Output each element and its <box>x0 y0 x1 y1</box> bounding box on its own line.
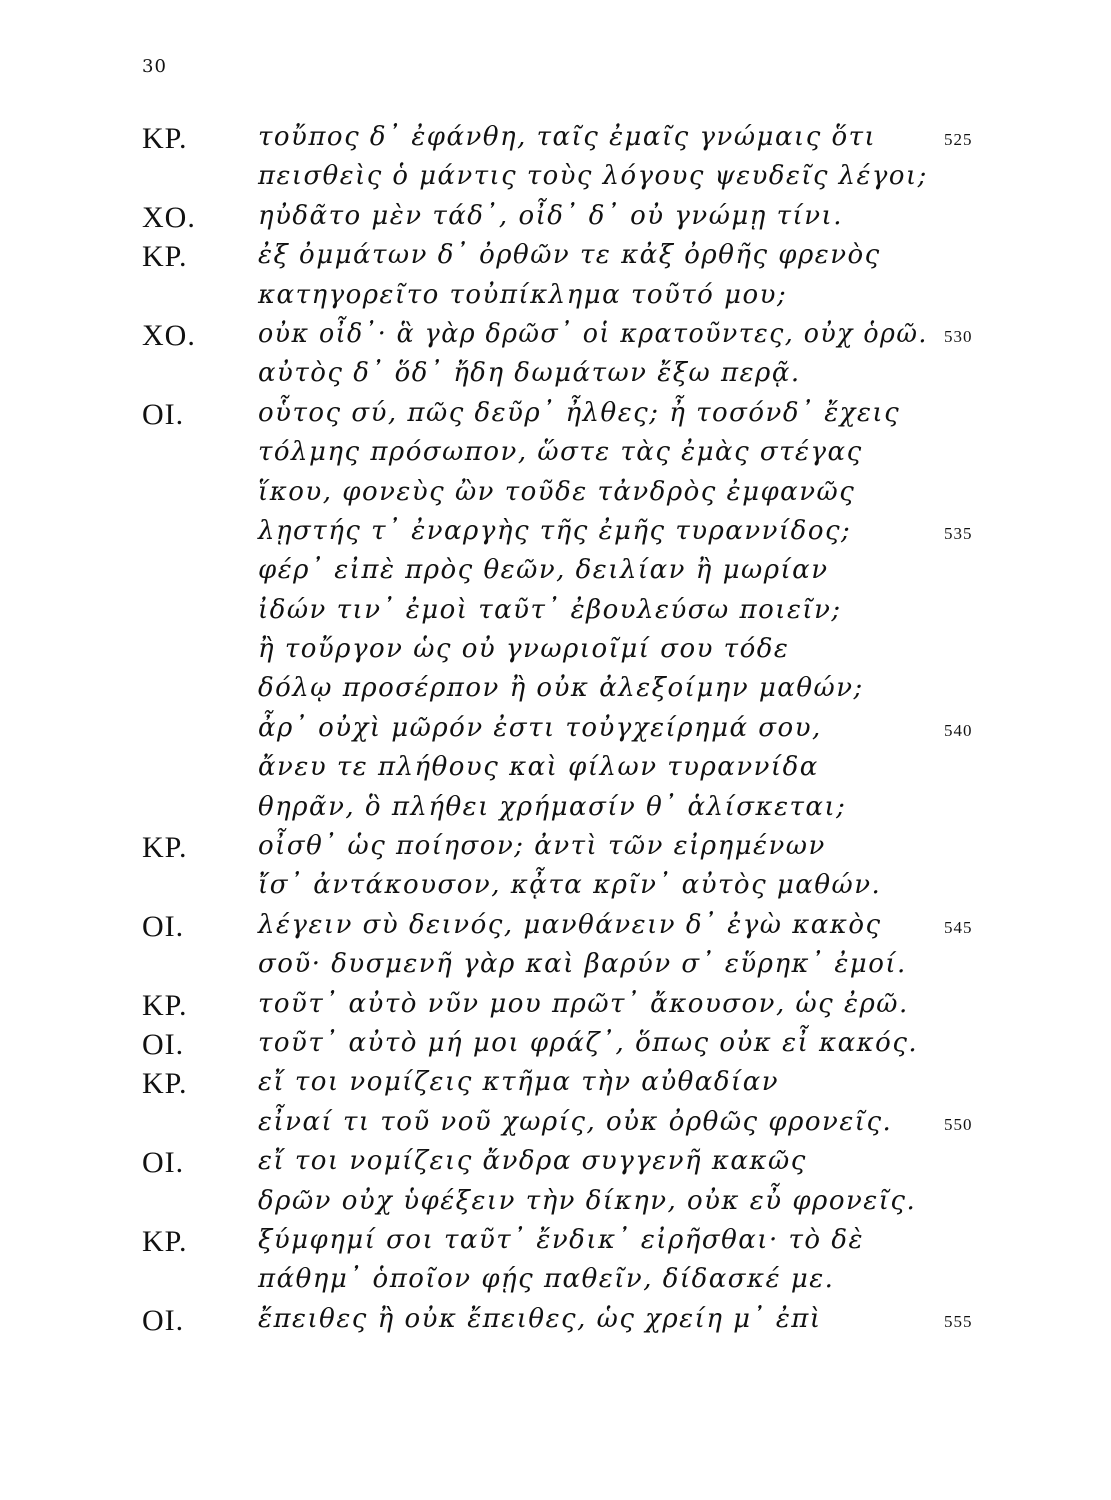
line-number: 550 <box>944 1114 973 1134</box>
verse-line-text: τοῦτ᾽ αὐτὸ μή μοι φράζ᾽, ὅπως οὐκ εἶ κακός. <box>258 1027 919 1058</box>
verse-line <box>0 790 1111 829</box>
line-number: 545 <box>944 917 973 937</box>
verse-line <box>0 356 1111 395</box>
verse-line-text: ἰδών τιν᾽ ἐμοὶ ταῦτ᾽ ἐβουλεύσω ποιεῖν; <box>258 594 842 625</box>
verse-line-text: ἵκου, φονεὺς ὢν τοῦδε τἀνδρὸς ἐμφανῶς <box>258 476 856 507</box>
speaker-label: ΟΙ. <box>142 909 185 943</box>
verse-line <box>0 750 1111 789</box>
verse-line <box>0 711 1111 750</box>
verse-line-text: τόλμης πρόσωπον, ὥστε τὰς ἐμὰς στέγας <box>258 437 863 468</box>
verse-line-text: λῃστής τ᾽ ἐναργὴς τῆς ἐμῆς τυραννίδος; <box>258 515 852 546</box>
verse-line-text: πεισθεὶς ὁ μάντις τοὺς λόγους ψευδεῖς λέγοι; <box>258 161 928 192</box>
speaker-label: ΟΙ. <box>142 1303 185 1337</box>
verse-line-text: τοῦτ᾽ αὐτὸ νῦν μου πρῶτ᾽ ἄκουσον, ὡς ἐρῶ. <box>258 988 909 1019</box>
verse-line-text: ξύμφημί σοι ταῦτ᾽ ἔνδικ᾽ εἰρῆσθαι· τὸ δὲ <box>258 1224 864 1255</box>
verse-line-text: ἴσ᾽ ἀντάκουσον, κᾆτα κρῖν᾽ αὐτὸς μαθών. <box>258 870 882 901</box>
speaker-label: ΚΡ. <box>142 1224 188 1258</box>
verse-line <box>0 987 1111 1026</box>
verse-line-text: ἆρ᾽ οὐχὶ μῶρόν ἐστι τοὐγχείρημά σου, <box>258 712 822 743</box>
verse-line-text: ἔπειθες ἢ οὐκ ἔπειθες, ὡς χρείη μ᾽ ἐπὶ <box>258 1303 822 1334</box>
speaker-label: ΟΙ. <box>142 1146 185 1180</box>
verse-line <box>0 278 1111 317</box>
verse-text <box>0 120 1111 1341</box>
verse-line <box>0 671 1111 710</box>
page-number: 30 <box>142 56 167 77</box>
verse-line <box>0 514 1111 553</box>
line-number: 535 <box>944 523 973 543</box>
verse-line <box>0 1184 1111 1223</box>
verse-line-text: οὗτος σύ, πῶς δεῦρ᾽ ἦλθες; ἦ τοσόνδ᾽ ἔχεις <box>258 397 901 428</box>
verse-line-text: εἴ τοι νομίζεις ἄνδρα συγγενῆ κακῶς <box>258 1146 807 1177</box>
verse-line-text: θηρᾶν, ὃ πλήθει χρήμασίν θ᾽ ἁλίσκεται; <box>258 791 847 822</box>
verse-line-text: τοὔπος δ᾽ ἐφάνθη, ταῖς ἐμαῖς γνώμαις ὅτι <box>258 122 877 152</box>
speaker-label: ΚΡ. <box>142 122 188 155</box>
line-number: 525 <box>944 130 973 149</box>
line-number: 530 <box>944 326 973 346</box>
verse-line-text: φέρ᾽ εἰπὲ πρὸς θεῶν, δειλίαν ἢ μωρίαν <box>258 555 829 586</box>
speaker-label: ΧΟ. <box>142 318 196 352</box>
verse-line-text: λέγειν σὺ δεινός, μανθάνειν δ᾽ ἐγὼ κακὸς <box>258 909 882 940</box>
verse-line <box>0 1262 1111 1301</box>
speaker-label: ΧΟ. <box>142 200 196 234</box>
verse-line-text: ἢ τοὔργον ὡς οὐ γνωριοῖμί σου τόδε <box>258 634 790 665</box>
speaker-label: ΚΡ. <box>142 988 188 1022</box>
verse-line-text: δόλῳ προσέρπον ἢ οὐκ ἀλεξοίμην μαθών; <box>258 673 864 704</box>
line-number: 540 <box>944 720 973 740</box>
verse-line-text: ἐξ ὀμμάτων δ᾽ ὀρθῶν τε κἀξ ὀρθῆς φρενὸς <box>258 240 881 271</box>
speaker-label: ΚΡ. <box>142 831 188 865</box>
verse-line-text: ἄνευ τε πλήθους καὶ φίλων τυραννίδα <box>258 752 819 783</box>
verse-line <box>0 317 1111 356</box>
verse-line <box>0 199 1111 238</box>
verse-line <box>0 396 1111 435</box>
verse-line-text: ηὐδᾶτο μὲν τάδ᾽, οἶδ᾽ δ᾽ οὐ γνώμῃ τίνι. <box>258 200 843 231</box>
verse-line <box>0 868 1111 907</box>
verse-line-text: εἴ τοι νομίζεις κτῆμα τὴν αὐθαδίαν <box>258 1067 780 1098</box>
speaker-label: ΚΡ. <box>142 240 188 274</box>
verse-line <box>0 632 1111 671</box>
verse-line <box>0 829 1111 868</box>
verse-line-text: οἶσθ᾽ ὡς ποίησον; ἀντὶ τῶν εἰρημένων <box>258 831 826 862</box>
verse-line <box>0 1144 1111 1183</box>
verse-line-text: σοῦ· δυσμενῆ γὰρ καὶ βαρύν σ᾽ εὕρηκ᾽ ἐμοί. <box>258 949 907 980</box>
verse-line <box>0 435 1111 474</box>
verse-line <box>0 908 1111 947</box>
speaker-label: ΟΙ. <box>142 1027 185 1061</box>
verse-line-text: δρῶν οὐχ ὑφέξειν τὴν δίκην, οὐκ εὖ φρονεῖς. <box>258 1185 917 1216</box>
verse-line <box>0 159 1111 198</box>
verse-line <box>0 1105 1111 1144</box>
verse-line <box>0 1026 1111 1065</box>
verse-line <box>0 1223 1111 1262</box>
speaker-label: ΚΡ. <box>142 1067 188 1101</box>
verse-line <box>0 593 1111 632</box>
verse-line-text: οὐκ οἶδ᾽· ἃ γὰρ δρῶσ᾽ οἱ κρατοῦντες, οὐχ ὁρῶ. <box>258 318 928 349</box>
verse-line-text: αὐτὸς δ᾽ ὅδ᾽ ἤδη δωμάτων ἔξω περᾷ. <box>258 358 801 389</box>
verse-line-text: πάθημ᾽ ὁποῖον φῄς παθεῖν, δίδασκέ με. <box>258 1264 835 1295</box>
line-number: 555 <box>944 1311 973 1331</box>
speaker-label: ΟΙ. <box>142 397 185 431</box>
verse-line-text: εἶναί τι τοῦ νοῦ χωρίς, οὐκ ὀρθῶς φρονεῖς. <box>258 1106 893 1137</box>
verse-line <box>0 553 1111 592</box>
verse-line <box>0 1302 1111 1341</box>
verse-line <box>0 120 1111 159</box>
verse-line <box>0 238 1111 277</box>
verse-line-text: κατηγορεῖτο τοὐπίκλημα τοῦτό μου; <box>258 279 788 310</box>
verse-line <box>0 1065 1111 1104</box>
verse-line <box>0 947 1111 986</box>
verse-line <box>0 475 1111 514</box>
